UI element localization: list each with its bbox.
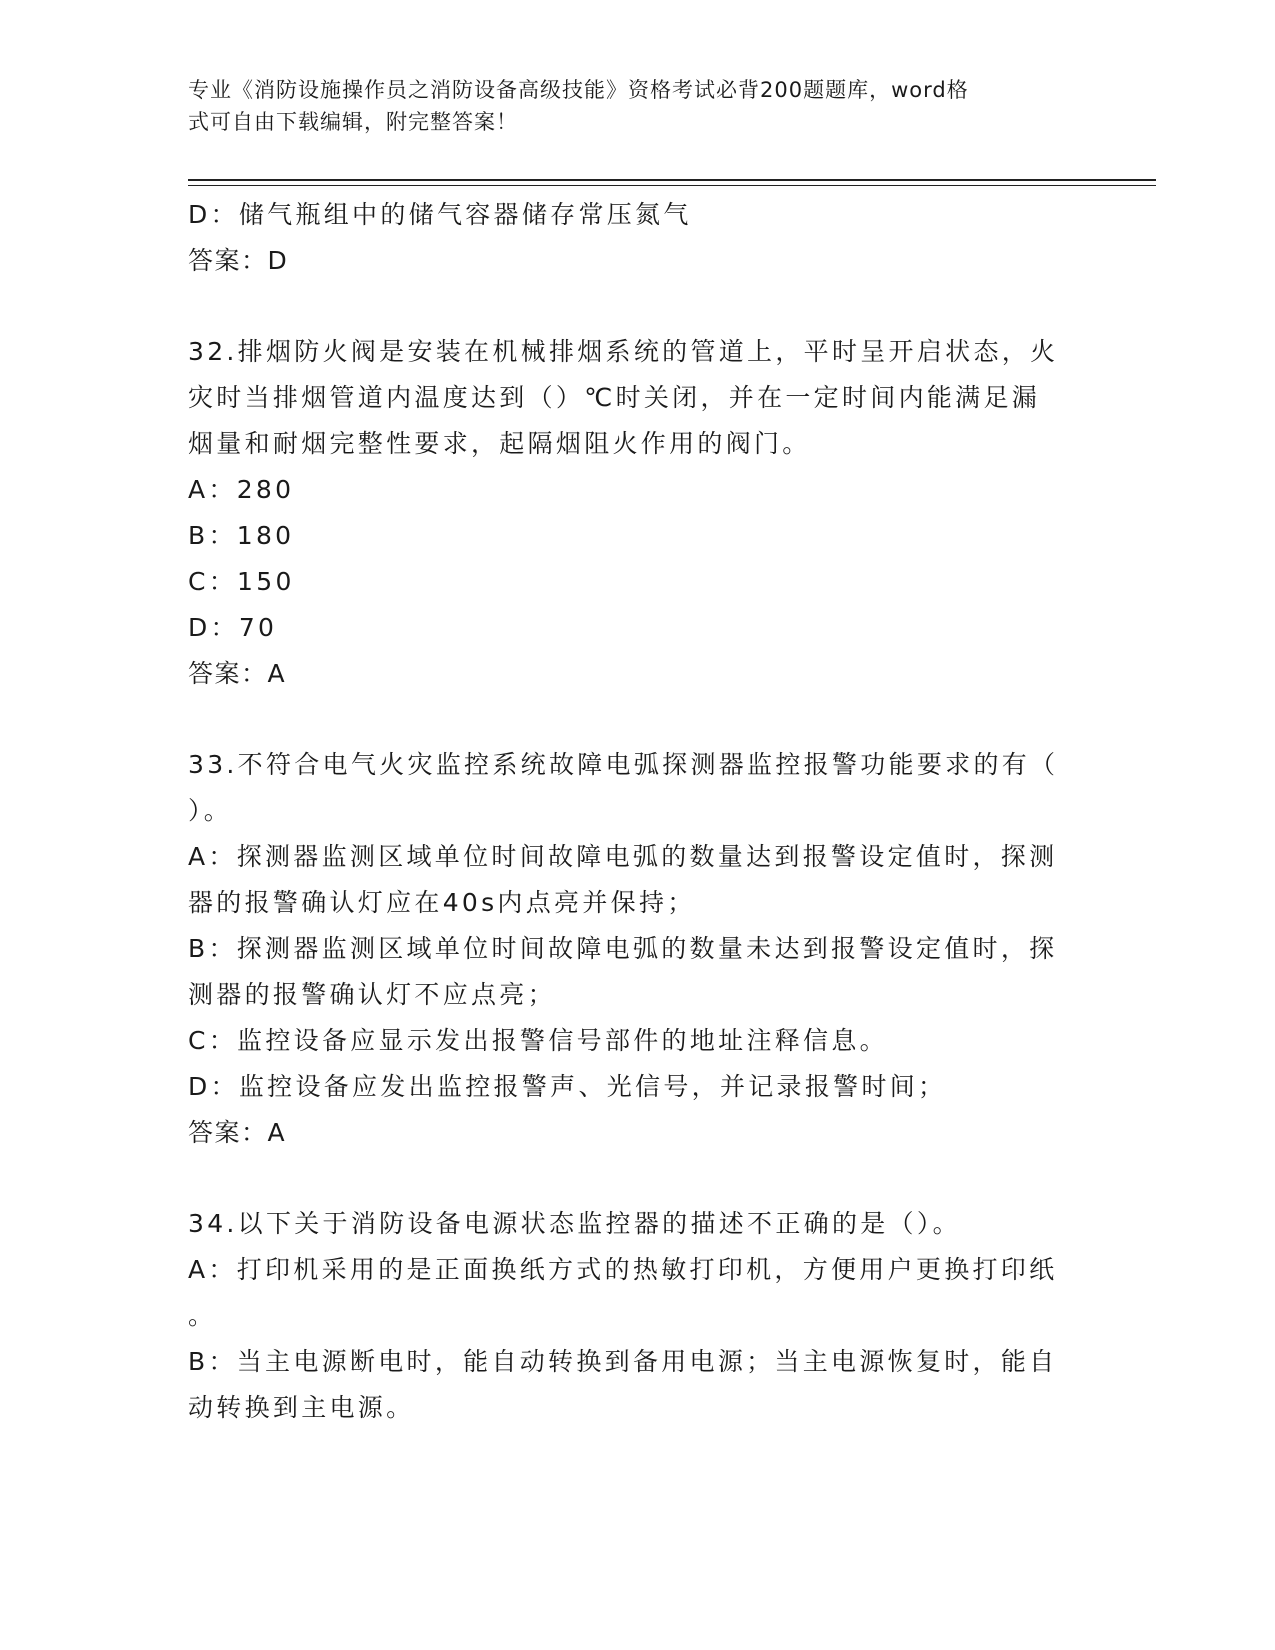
- option-a: A：280: [188, 475, 295, 504]
- option-a: A：探测器监测区域单位时间故障电弧的数量达到报警设定值时，探测: [188, 842, 1058, 871]
- option-d: D：储气瓶组中的储气容器储存常压氮气: [188, 200, 692, 229]
- option-c: C：150: [188, 567, 295, 596]
- document-header: [188, 74, 1068, 138]
- question-stem-line: 灾时当排烟管道内温度达到（）℃时关闭，并在一定时间内能满足漏: [188, 383, 1041, 412]
- spacer: [188, 697, 1088, 742]
- spacer: [188, 1156, 1088, 1201]
- header-divider-thin: [188, 185, 1156, 186]
- question-31-tail: [188, 192, 1088, 284]
- option-d: D：监控设备应发出监控报警声、光信号，并记录报警时间；: [188, 1072, 947, 1101]
- question-stem-line: 33.不符合电气火灾监控系统故障电弧探测器监控报警功能要求的有（: [188, 750, 1059, 779]
- answer-line: 答案：A: [188, 659, 287, 688]
- question-stem-line: 32.排烟防火阀是安装在机械排烟系统的管道上，平时呈开启状态，火: [188, 337, 1059, 366]
- answer-line: 答案：A: [188, 1118, 287, 1147]
- question-32: [188, 329, 1088, 697]
- question-stem-line: 34.以下关于消防设备电源状态监控器的描述不正确的是（）。: [188, 1209, 961, 1238]
- option-b: B：180: [188, 521, 295, 550]
- question-content: [188, 192, 1088, 1431]
- option-b-continued: 测器的报警确认灯不应点亮；: [188, 980, 556, 1009]
- spacer: [188, 284, 1088, 329]
- option-b: B：当主电源断电时，能自动转换到备用电源；当主电源恢复时，能自: [188, 1347, 1058, 1376]
- option-b: B：探测器监测区域单位时间故障电弧的数量未达到报警设定值时，探: [188, 934, 1058, 963]
- question-33: [188, 742, 1088, 1156]
- header-line-2: 式可自由下载编辑，附完整答案！: [188, 110, 518, 134]
- question-34: [188, 1201, 1088, 1431]
- header-line-1: 专业《消防设施操作员之消防设备高级技能》资格考试必背200题题库，word格: [188, 78, 969, 102]
- option-a-continued: 器的报警确认灯应在40s内点亮并保持；: [188, 888, 696, 917]
- option-a-continued: 。: [188, 1301, 217, 1330]
- option-b-continued: 动转换到主电源。: [188, 1393, 415, 1422]
- option-a: A：打印机采用的是正面换纸方式的热敏打印机，方便用户更换打印纸: [188, 1255, 1058, 1284]
- question-stem-line: ）。: [188, 796, 233, 825]
- answer-line: 答案：D: [188, 246, 289, 275]
- header-divider-thick: [188, 179, 1156, 181]
- option-d: D：70: [188, 613, 278, 642]
- option-c: C：监控设备应显示发出报警信号部件的地址注释信息。: [188, 1026, 888, 1055]
- question-stem-line: 烟量和耐烟完整性要求，起隔烟阻火作用的阀门。: [188, 429, 811, 458]
